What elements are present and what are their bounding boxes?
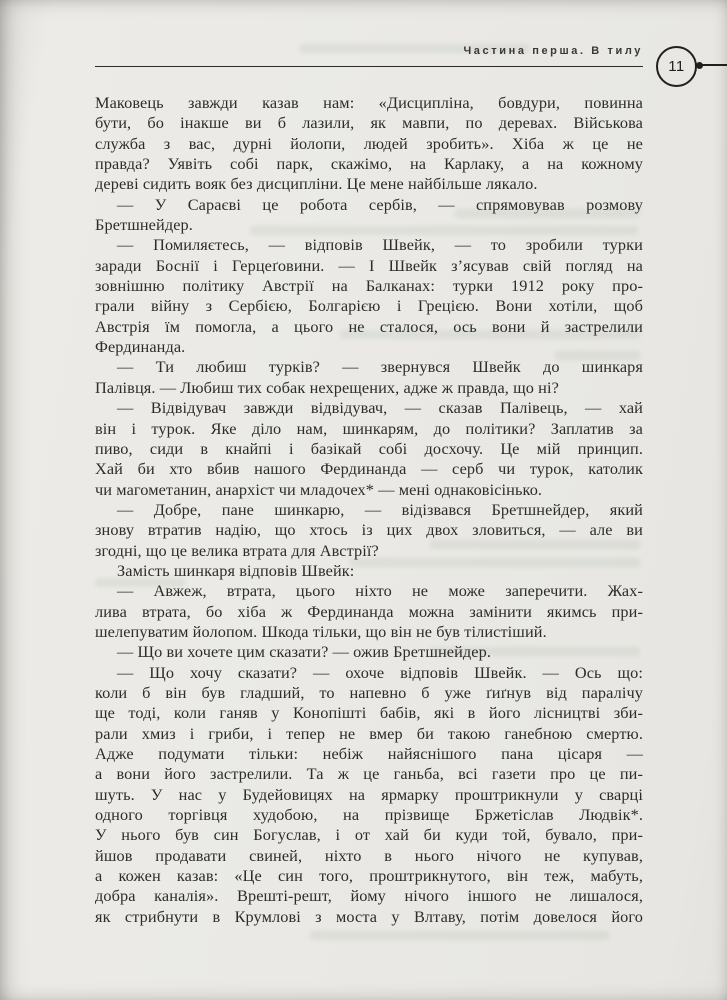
text-line: дереві сидить вояк без дисципліни. Це мене найбільше лякало. bbox=[95, 174, 538, 194]
text-line: шелепуватим йолопом. Шкода тільки, що він не був тілистіший. bbox=[95, 621, 547, 641]
text-line: чи магометанин, анархіст чи младочех* — мені однаковісінько. bbox=[95, 479, 543, 499]
header-rule bbox=[95, 66, 643, 67]
running-head: Частина перша. В тилу bbox=[463, 45, 643, 57]
text-line: зовнішню політику Австрії на Балканах: турки 1912 року про- bbox=[95, 276, 643, 296]
text-line: Бретшнейдер. bbox=[95, 215, 193, 235]
text-line: а кожен казав: «Це син того, проштрикнутого, він теж, мабуть, bbox=[95, 866, 643, 886]
badge-connector-line bbox=[698, 64, 727, 66]
text-line: Фердинанда. bbox=[95, 337, 186, 357]
text-line: Палівця. — Любиш тих собак нехрещених, адже ж правда, що ні? bbox=[95, 377, 559, 397]
text-line: а вони його застрелили. Та ж це ганьба, всі газети про це пи- bbox=[95, 764, 643, 784]
text-line: служба з вас, дурні йолопи, людей зробить». Хіба ж це не bbox=[95, 133, 643, 153]
text-line: йшов продавати свиней, ніхто в нього нічого не купував, bbox=[95, 845, 643, 865]
text-line: рали хмиз і гриби, і тепер не вмер би такою ганебною смертю. bbox=[95, 723, 643, 743]
text-line: добра каналія». Врешті-решт, йому нічого іншого не лишалося, bbox=[95, 886, 643, 906]
text-line: ще тоді, коли ганяв у Конопішті бабів, які в його лісництві зби- bbox=[95, 703, 643, 723]
text-line: — Ти любиш турків? — звернувся Швейк до шинкаря bbox=[117, 357, 643, 377]
text-line: — У Сараєві це робота сербів, — спрямовував розмову bbox=[117, 194, 643, 214]
text-line: — Що хочу сказати? — охоче відповів Швейк. — Ось що: bbox=[117, 662, 643, 682]
body-text bbox=[95, 93, 643, 927]
text-line: пиво, сиди в кнайпі і базікай собі досхочу. Це мій принцип. bbox=[95, 438, 643, 458]
text-line: згодні, що це велика втрата для Австрії? bbox=[95, 540, 379, 560]
page-number-badge bbox=[656, 46, 697, 87]
text-line: як стрибнути в Крумлові з моста у Влтаву, потім довелося його bbox=[95, 906, 643, 926]
text-line: — Помиляєтесь, — відповів Швейк, — то зробили турки bbox=[117, 235, 643, 255]
text-line: грали війну з Сербією, Болгарією і Грецією. Вони хотіли, щоб bbox=[95, 296, 643, 316]
text-line: коли б він був гладший, то напевно б уже ґиґнув від паралічу bbox=[95, 682, 643, 702]
text-line: — Відвідувач завжди відвідувач, — сказав Палівець, — хай bbox=[117, 398, 643, 418]
text-line: бути, бо інакше ви б лазили, як мавпи, по деревах. Військова bbox=[95, 113, 643, 133]
text-line: Замість шинкаря відповів Швейк: bbox=[117, 560, 355, 580]
text-line: він і турок. Яке діло нам, шинкарям, до політики? Заплатив за bbox=[95, 418, 643, 438]
text-line: знову втратив надію, що хтось із цих двох зловиться, — але ви bbox=[95, 520, 643, 540]
text-line: Маковець завжди казав нам: «Дисципліна, бовдури, повинна bbox=[95, 93, 643, 112]
text-line: заради Боснії і Герцеґовини. — І Швейк з’ясував свій погляд на bbox=[95, 255, 643, 275]
page-number: 11 bbox=[668, 58, 685, 75]
bleed-through-smudge bbox=[310, 931, 610, 940]
text-line: Адже подумати тільки: небіж найяснішого пана цісаря — bbox=[95, 744, 643, 763]
text-line: У нього був син Богуслав, і от хай би куди той, бувало, при- bbox=[95, 825, 643, 845]
text-line: правда? Уявіть собі парк, скажімо, на Карлаку, а на кожному bbox=[95, 154, 643, 174]
text-line: — Авжеж, втрата, цього ніхто не може заперечити. Жах- bbox=[117, 581, 643, 601]
text-line: шуть. У нас у Будейовицях на ярмарку проштрикнули у сварці bbox=[95, 784, 643, 804]
text-line: Австрія їм помогла, а цього не сталося, ось вони й застрелили bbox=[95, 316, 643, 336]
text-line: Хай би хто вбив нашого Фердинанда — серб чи турок, католик bbox=[95, 459, 643, 479]
text-line: одного торгівця худобою, на прізвище Бржетіслав Людвік*. bbox=[95, 805, 643, 825]
text-line: лива втрата, бо хіба ж Фердинанда можна замінити якимсь при- bbox=[95, 601, 643, 621]
text-line: — Добре, пане шинкарю, — відізвався Бретшнейдер, який bbox=[117, 499, 643, 519]
text-line: — Що ви хочете цим сказати? — ожив Бретшнейдер. bbox=[117, 642, 492, 662]
